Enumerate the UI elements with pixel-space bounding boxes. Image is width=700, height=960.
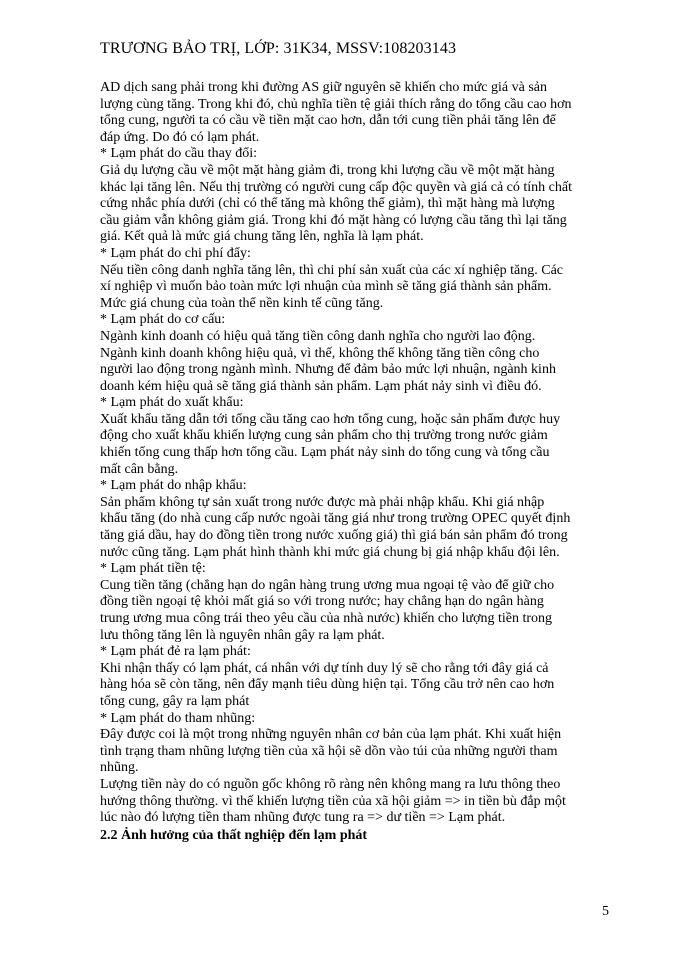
subheading-line: * Lạm phát tiền tệ:	[100, 561, 206, 577]
text-line: khiến tổng cung thấp hơn tổng cầu. Lạm phát nảy sinh do tổng cung và tổng cầu	[100, 445, 550, 461]
text-line: Khi nhận thấy có lạm phát, cá nhân với dự tính duy lý sẽ cho rằng tới đây giá cả	[100, 660, 549, 676]
text-line: Xuất khẩu tăng dẫn tới tổng cầu tăng cao hơn tổng cung, hoặc sản phẩm được huy	[100, 411, 561, 427]
text-line: doanh kém hiệu quả sẽ tăng giá thành sản phẩm. Lạm phát nảy sinh vì điều đó.	[100, 378, 542, 394]
text-line: giá. Kết quả là mức giá chung tăng lên, nghĩa là lạm phát.	[100, 229, 424, 245]
body-text	[100, 80, 600, 845]
text-line: đồng tiền ngoại tệ khỏi mất giá so với trong nước; hay chẳng hạn do ngân hàng	[100, 594, 544, 610]
text-line: tổng cung, người ta có cầu về tiền mặt cao hơn, dẫn tới cung tiền phải tăng lên để	[100, 113, 556, 129]
text-line: Ngành kinh doanh không hiệu quả, vì thế, không thể không tăng tiền công cho	[100, 345, 540, 361]
text-line: cứng nhắc phía dưới (chỉ có thể tăng mà không thể giảm), thì mặt hàng mà lượng	[100, 196, 555, 212]
text-line: Sản phẩm không tự sản xuất trong nước được mà phải nhập khẩu. Khi giá nhập	[100, 494, 545, 510]
text-line: Đây được coi là một trong những nguyên nhân cơ bản của lạm phát. Khi xuất hiện	[100, 727, 562, 743]
subheading-line: * Lạm phát do xuất khẩu:	[100, 395, 244, 411]
subheading-line: * Lạm phát đẻ ra lạm phát:	[100, 644, 251, 660]
text-line: nhũng.	[100, 760, 139, 776]
text-line: Cung tiền tăng (chẳng hạn do ngân hàng trung ương mua ngoại tệ vào để giữ cho	[100, 577, 555, 593]
subheading-line: * Lạm phát do cầu thay đổi:	[100, 146, 258, 162]
text-line: khác lại tăng lên. Nếu thị trường có người cung cấp độc quyền và giá cả có tính chất	[100, 179, 572, 195]
text-line: tổng cung, gây ra lạm phát	[100, 693, 250, 709]
text-line: Giả dụ lượng cầu về một mặt hàng giảm đi, trong khi lượng cầu về một mặt hàng	[100, 162, 555, 178]
text-line: người lao động trong ngành mình. Nhưng để đảm bảo mức lợi nhuận, ngành kinh	[100, 362, 556, 378]
subheading-line: * Lạm phát do chi phí đẩy:	[100, 245, 251, 261]
text-line: hướng thông thường. vì thế khiến lượng tiền của xã hội giảm => in tiền bù đắp một	[100, 793, 566, 809]
text-line: mất cân bằng.	[100, 461, 179, 477]
text-line: AD dịch sang phải trong khi đường AS giữ nguyên sẽ khiến cho mức giá và sản	[100, 80, 547, 95]
text-line: Lượng tiền này do có nguồn gốc không rõ ràng nên không mang ra lưu thông theo	[100, 776, 561, 792]
subheading-line: * Lạm phát do tham nhũng:	[100, 710, 256, 726]
text-line: động cho xuất khẩu khiến lượng cung sản phẩm cho thị trường trong nước giảm	[100, 428, 548, 444]
text-line: lượng cùng tăng. Trong khi đó, chủ nghĩa tiền tệ giải thích rằng do tổng cầu cao hơn	[100, 96, 572, 112]
text-line: tăng giá dầu, hay do đồng tiền trong nước xuống giá) thì giá bán sản phẩm đó trong	[100, 528, 568, 544]
subheading-line: * Lạm phát do nhập khẩu:	[100, 478, 247, 494]
text-line: cầu giảm vẫn không giảm giá. Trong khi đó mặt hàng có lượng cầu tăng thì lại tăng	[100, 212, 567, 228]
text-line: nước cũng tăng. Lạm phát hình thành khi mức giá chung bị giá nhập khẩu đội lên.	[100, 544, 560, 560]
page-header: TRƯƠNG BẢO TRỊ, LỚP: 31K34, MSSV:108203143	[100, 40, 457, 57]
subheading-line: * Lạm phát do cơ cấu:	[100, 312, 226, 328]
text-line: lúc nào đó lượng tiền tham nhũng được tung ra => dư tiền => Lạm phát.	[100, 810, 506, 826]
text-line: tình trạng tham nhũng lượng tiền của xã hội sẽ dồn vào túi của những người tham	[100, 743, 558, 759]
text-line: Ngành kinh doanh có hiệu quả tăng tiền công danh nghĩa cho người lao động.	[100, 328, 536, 344]
text-line: Mức giá chung của toàn thể nền kinh tế cũng tăng.	[100, 295, 384, 311]
text-line: khẩu tăng (do nhà cung cấp nước ngoài tăng giá như trong trường OPEC quyết định	[100, 511, 571, 527]
page-number: 5	[602, 904, 609, 919]
text-line: đáp ứng. Do đó có lạm phát.	[100, 129, 260, 145]
text-line: Nếu tiền công danh nghĩa tăng lên, thì chi phí sản xuất của các xí nghiệp tăng. Các	[100, 262, 564, 278]
text-line: xí nghiệp vì muốn bảo toàn mức lợi nhuận của mình sẽ tăng giá thành sản phẩm.	[100, 279, 552, 295]
text-line: trung ương mua công trái theo yêu cầu của nhà nước) khiến cho lượng tiền trong	[100, 611, 553, 626]
text-line: lưu thông tăng lên là nguyên nhân gây ra lạm phát.	[100, 627, 385, 643]
section-heading: 2.2 Ảnh hưởng của thất nghiệp đến lạm phát	[100, 827, 368, 843]
text-line: hàng hóa sẽ còn tăng, nên đẩy mạnh tiêu dùng hiện tại. Tổng cầu trở nên cao hơn	[100, 677, 555, 693]
